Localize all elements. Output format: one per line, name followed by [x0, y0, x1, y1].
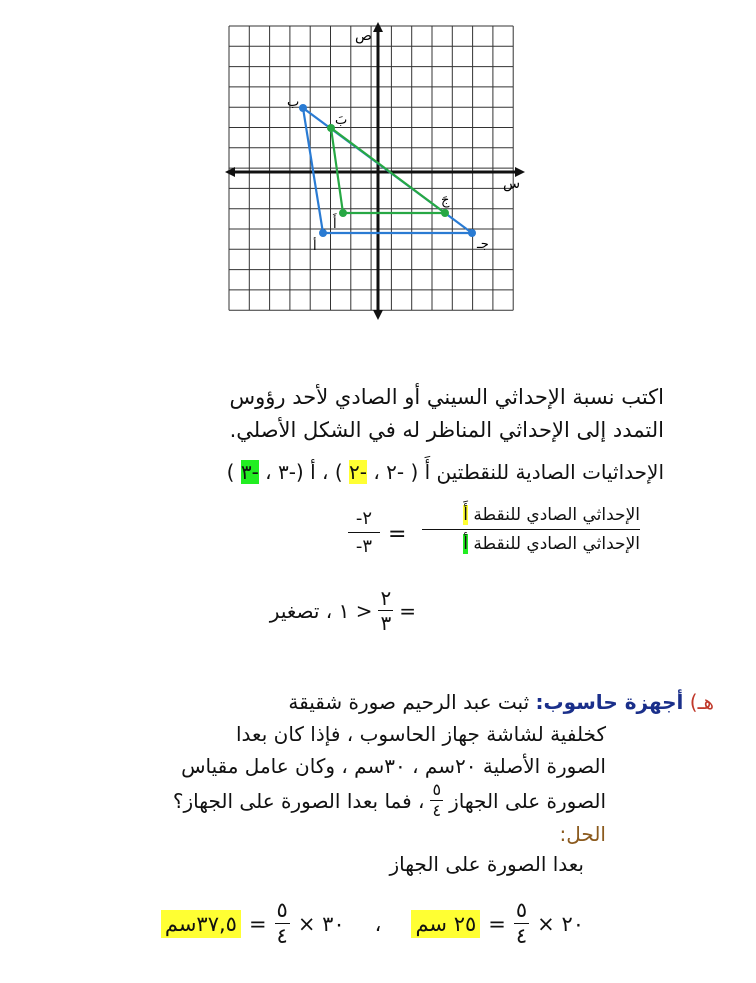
coordinate-graph — [225, 22, 525, 320]
y-axis-arrow-top — [373, 22, 383, 32]
result-fraction: ٢ ٣ — [380, 586, 392, 635]
coords-highlight-1: -٢ — [348, 460, 367, 484]
problem-line-4: الصورة على الجهاز ٥ ٤ ، فما بعدا الصورة على الجهاز؟ — [172, 780, 606, 820]
label-j: جـ — [477, 237, 489, 252]
coords-mid: ) ، أ (-٣ ، — [265, 460, 343, 484]
problem-fraction: ٥ ٤ — [432, 780, 442, 820]
eq1-fraction: ٥ ٤ — [515, 898, 528, 948]
problem-line-1 — [288, 690, 714, 714]
grid — [229, 26, 513, 310]
problem-title: أجهزة حاسوب: — [535, 690, 684, 714]
eq2-result: ٣٧,٥سم — [161, 910, 241, 938]
eq1-result: ٢٥ سم — [411, 910, 480, 938]
ratio-denominator: الإحداثي الصادي للنقطة أ — [463, 534, 640, 554]
label-a: أ — [313, 239, 317, 254]
eq1-equals: = — [488, 911, 506, 936]
point-a — [319, 229, 327, 237]
question-line-2: التمدد إلى الإحداثي المناظر له في الشكل الأصلي. — [229, 418, 664, 442]
eq2-fraction: ٥ ٤ — [276, 898, 288, 948]
label-a-prime: أَ — [333, 217, 337, 232]
y-axis-label: ص — [355, 28, 372, 44]
eq-separator: ، — [374, 911, 382, 936]
eq2-equals: = — [248, 911, 267, 936]
solution-equations — [161, 900, 584, 947]
coords-line — [227, 460, 664, 484]
result-equals: = — [399, 598, 416, 623]
question-line-1: اكتب نسبة الإحداثي السيني أو الصادي لأحد رؤوس — [229, 385, 664, 409]
solution-label: الحل: — [559, 822, 606, 846]
point-j-prime — [441, 209, 449, 217]
eq2-left: ٣٠ × — [297, 911, 345, 936]
label-b: ب — [287, 95, 300, 110]
ratio-num-point: أَ — [463, 505, 468, 525]
problem-letter: هـ) — [689, 690, 714, 714]
result-line — [270, 588, 416, 633]
ratio-equals: = — [388, 522, 407, 547]
y-axis-arrow-bottom — [373, 310, 383, 320]
problem-line-2: كخلفية لشاشة جهاز الحاسوب ، فإذا كان بعدا — [236, 722, 606, 746]
result-rest: < ١ ، تصغير — [269, 598, 373, 623]
solution-line: بعدا الصورة على الجهاز — [389, 852, 584, 876]
point-j — [468, 229, 476, 237]
point-b-prime — [327, 124, 335, 132]
ratio-den-point: أ — [463, 534, 468, 554]
label-j-prime: جَ — [441, 193, 450, 208]
coords-end: ) — [226, 460, 235, 484]
ratio-value-den: -٣ — [355, 536, 373, 557]
point-a-prime — [339, 209, 347, 217]
coords-text: الإحداثيات الصادية للنقطتين أَ ( -٢ ، — [373, 460, 664, 484]
ratio-fraction — [422, 505, 640, 554]
label-b-prime: بَ — [335, 113, 348, 128]
x-axis-label: س — [503, 176, 521, 192]
problem-line1-text: ثبت عبد الرحيم صورة شقيقة — [288, 690, 530, 714]
eq1-left: ٢٠ × — [537, 911, 584, 936]
ratio-value-num: -٢ — [348, 508, 380, 533]
point-b — [299, 104, 307, 112]
ratio-value — [348, 508, 380, 557]
problem-line-3: الصورة الأصلية ٢٠سم ، ٣٠سم ، وكان عامل مقياس — [181, 754, 606, 778]
ratio-numerator: الإحداثي الصادي للنقطة أَ — [422, 505, 640, 530]
coords-highlight-2: -٣ — [240, 460, 259, 484]
